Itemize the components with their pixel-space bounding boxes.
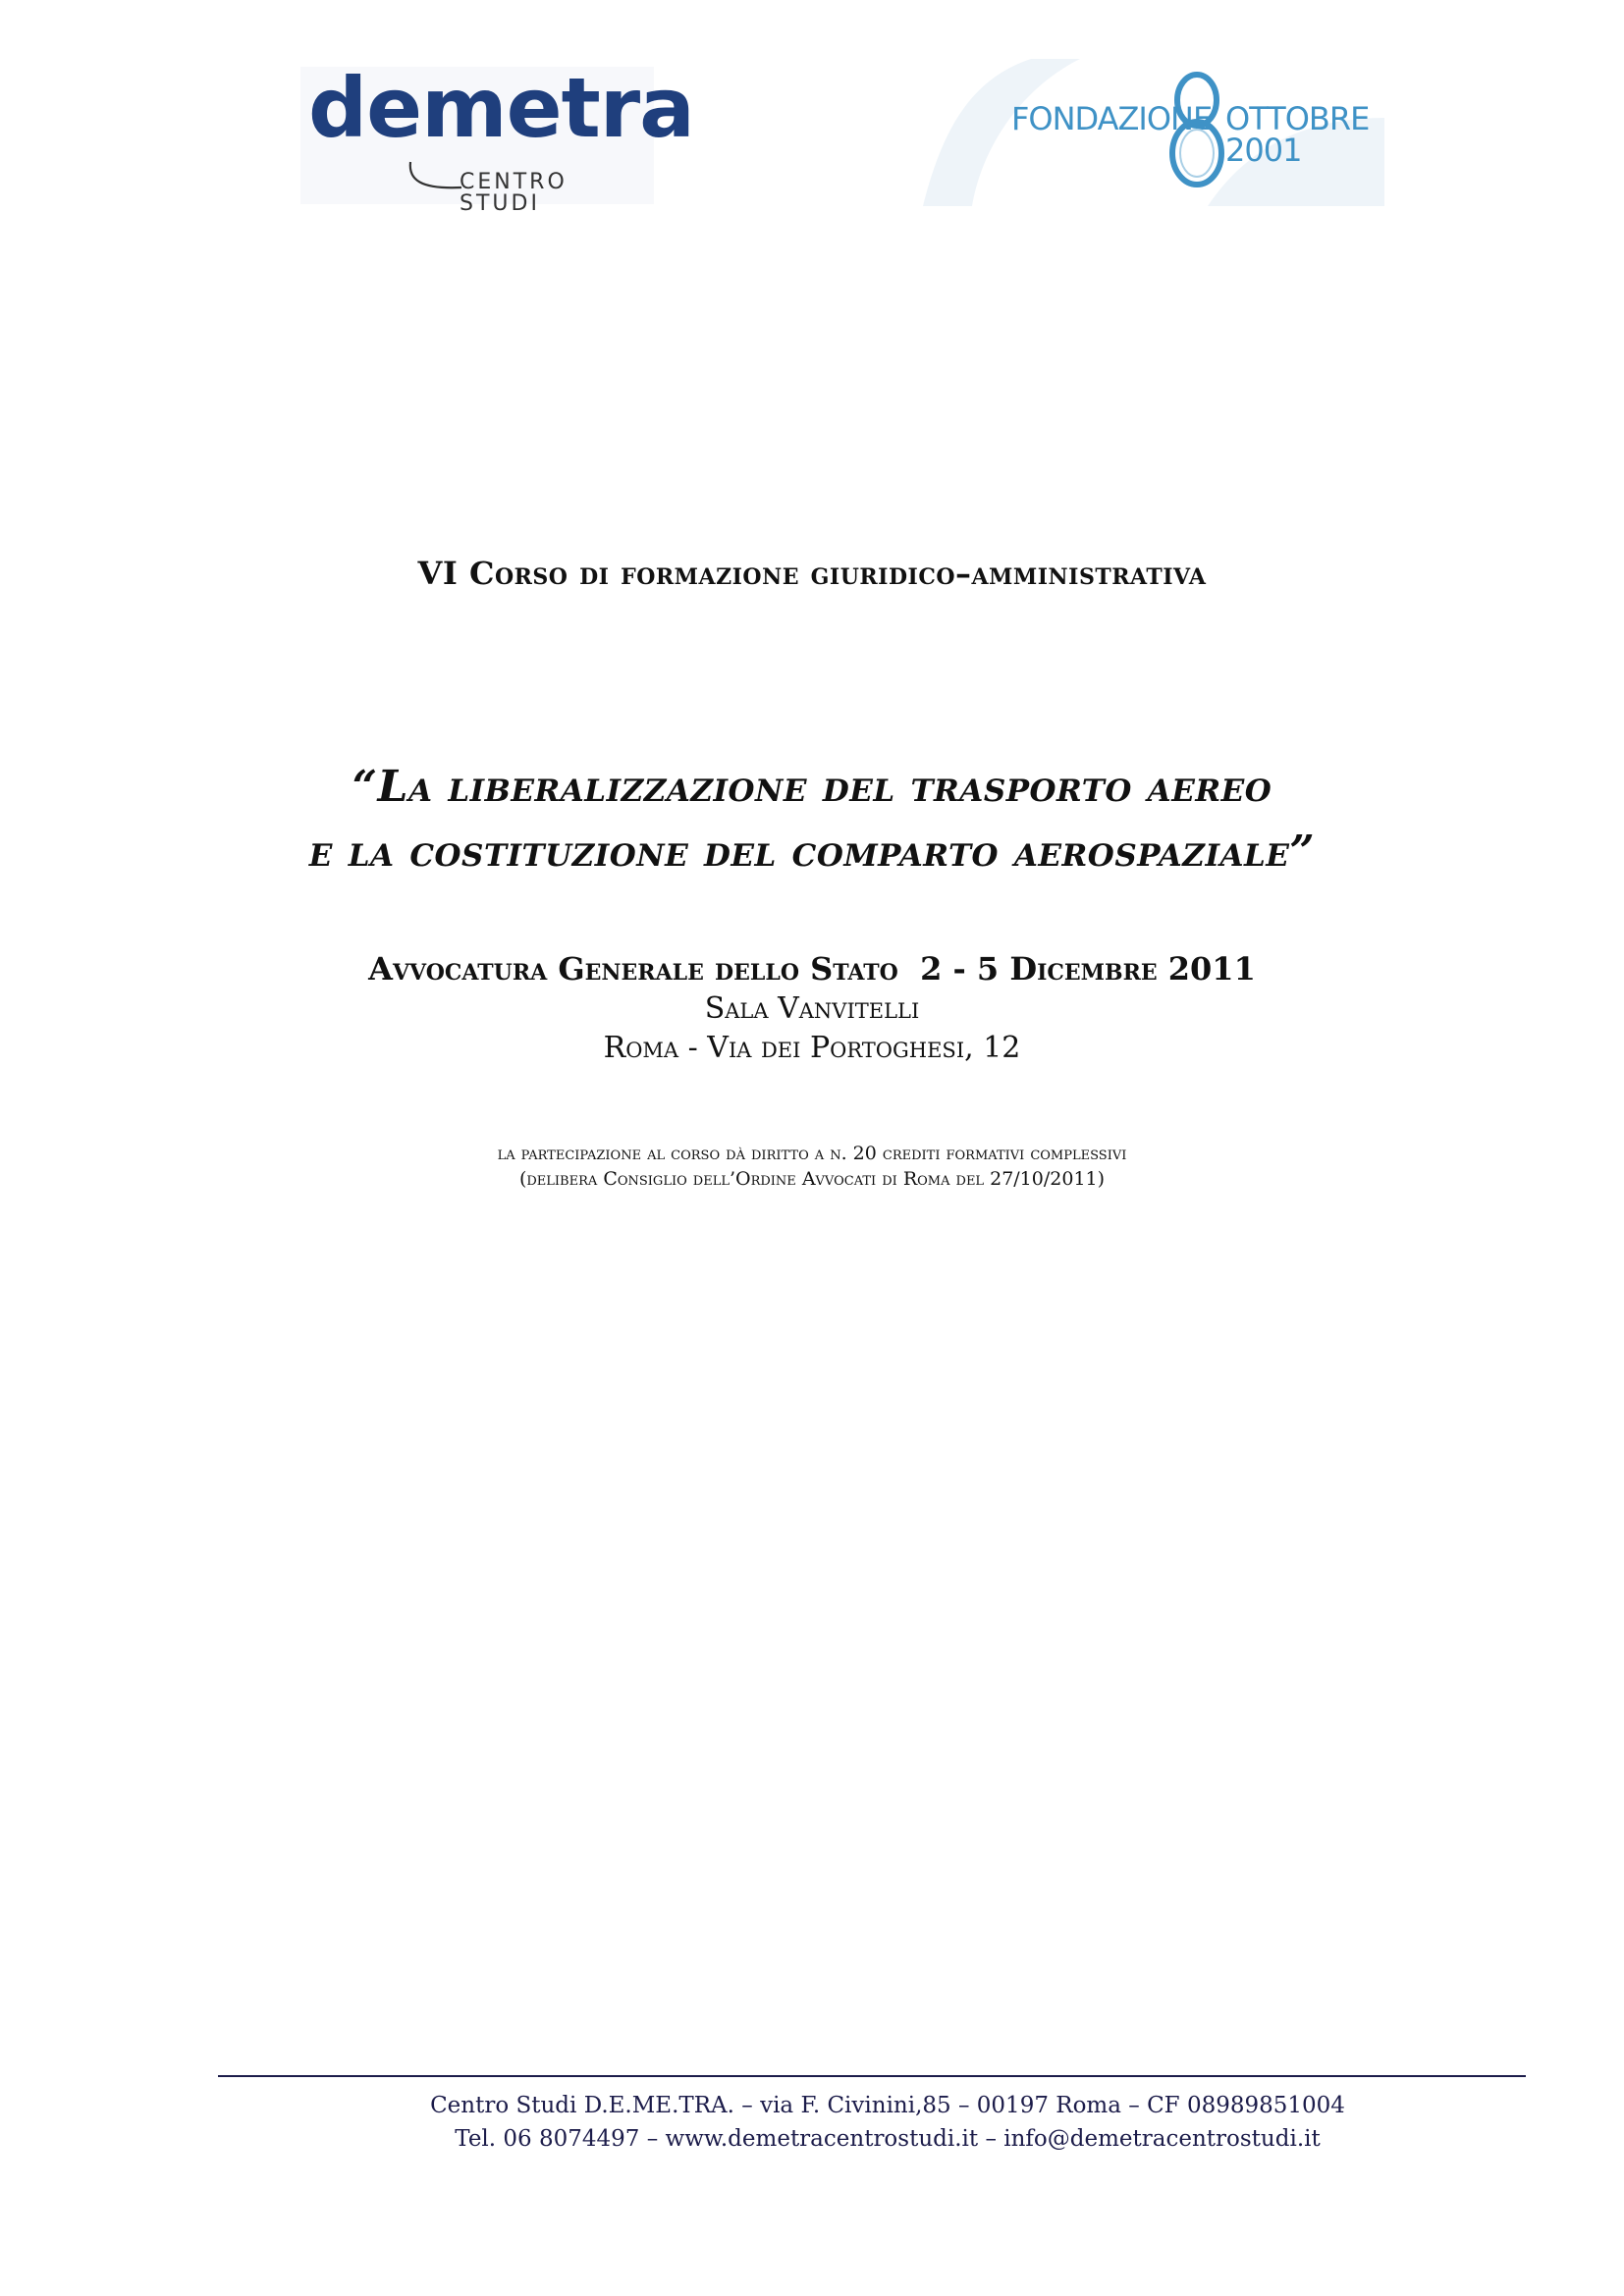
footer-contacts: Tel. 06 8074497 – www.demetracentrostudi.it – info@demetracentrostudi.it: [455, 2126, 1321, 2152]
credits-note: la partecipazione al corso dà diritto a n. 20 crediti formativi complessivi: [497, 1143, 1127, 1164]
footer-divider: [218, 2075, 1526, 2077]
event-title-line1: “La liberalizzazione del trasporto aereo: [352, 762, 1272, 812]
figure-eight-icon: [1161, 67, 1233, 190]
credits-deliberation: (delibera Consiglio dell’Ordine Avvocati di Roma del 27/10/2011): [518, 1168, 1106, 1190]
venue-and-dates: Avvocatura Generale dello Stato 2 - 5 Dicembre 2011: [368, 950, 1256, 988]
fondazione-logo-right-text: OTTOBRE 2001: [1225, 100, 1370, 169]
fondazione-logo-left-text: FONDAZIONE: [1011, 100, 1213, 137]
venue-hall: Sala Vanvitelli: [704, 991, 920, 1026]
demetra-logo-wordmark: demetra: [308, 60, 694, 156]
event-title-line2: e la costituzione del comparto aerospaziale”: [308, 827, 1316, 877]
fondazione-logo: [913, 59, 1384, 206]
venue-address: Roma - Via dei Portoghesi, 12: [603, 1031, 1021, 1065]
course-title: VI Corso di formazione giuridico–amministrativa: [417, 555, 1207, 592]
demetra-logo-subtitle: CENTRO STUDI: [460, 170, 568, 216]
demetra-logo-swoosh: [406, 160, 465, 195]
demetra-logo: [300, 60, 694, 216]
footer-address: Centro Studi D.E.ME.TRA. – via F. Civinini,85 – 00197 Roma – CF 08989851004: [430, 2093, 1345, 2118]
